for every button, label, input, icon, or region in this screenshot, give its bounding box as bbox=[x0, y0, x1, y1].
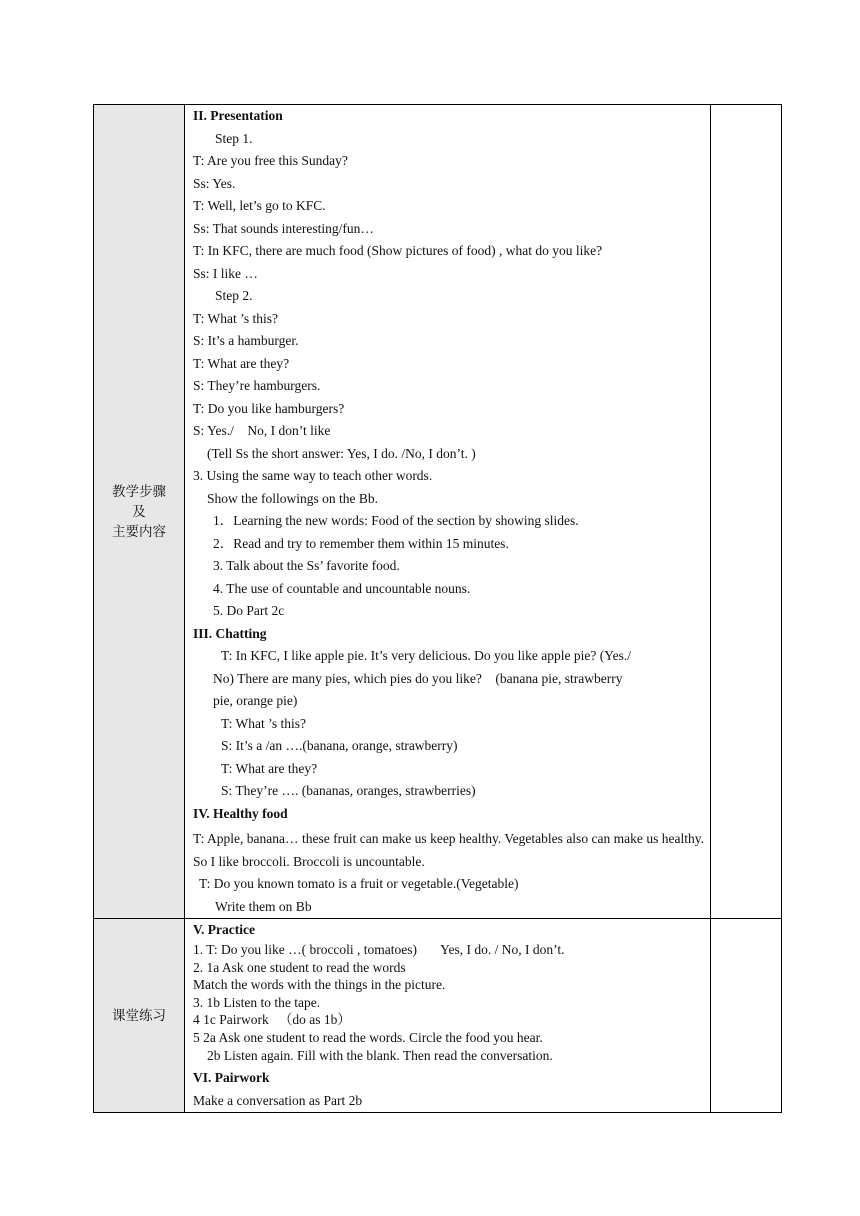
paragraph: T: Apple, banana… these fruit can make us keep healthy. Vegetables also can make us healthy. So I like broccoli. Broccoli is uncountable. bbox=[193, 831, 704, 869]
lesson-plan-table bbox=[93, 104, 782, 1113]
section-heading-pairwork: VI. Pairwork bbox=[193, 1070, 270, 1086]
dialogue-line: S: They’re …. (bananas, oranges, strawberries) bbox=[221, 783, 476, 798]
note-line: (Tell Ss the short answer: Yes, I do. /No, I don’t. ) bbox=[207, 445, 476, 461]
table-row-class-practice bbox=[94, 919, 782, 1113]
dialogue-line: T: What are they? bbox=[193, 355, 290, 371]
dialogue-line: Ss: Yes. bbox=[193, 175, 236, 191]
dialogue-line: T: Do you like hamburgers? bbox=[193, 400, 345, 416]
practice-line: 4 1c Pairwork （do as 1b） bbox=[193, 1012, 351, 1028]
section-heading-presentation: II. Presentation bbox=[193, 108, 283, 123]
practice-line: 5 2a Ask one student to read the words. Circle the food you hear. bbox=[193, 1029, 543, 1045]
label-line: 及 bbox=[132, 503, 146, 520]
table-row-teaching-steps bbox=[94, 105, 782, 919]
instruction-line: Show the followings on the Bb. bbox=[207, 490, 378, 506]
list-item: 2．Read and try to remember them within 15 minutes. bbox=[213, 535, 509, 551]
dialogue-line: T: In KFC, there are much food (Show pictures of food) , what do you like? bbox=[193, 243, 603, 258]
dialogue-line: T: What ’s this? bbox=[193, 310, 278, 326]
dialogue-line: Ss: I like … bbox=[193, 265, 258, 281]
instruction-line: Write them on Bb bbox=[215, 898, 312, 914]
dialogue-line: S: It’s a hamburger. bbox=[193, 333, 299, 348]
practice-line: Make a conversation as Part 2b bbox=[193, 1092, 363, 1108]
practice-line: Match the words with the things in the picture. bbox=[193, 977, 446, 993]
dialogue-line: T: Are you free this Sunday? bbox=[193, 153, 348, 168]
practice-line: 1. T: Do you like …( broccoli , tomatoes) Yes, I do. / No, I don’t. bbox=[193, 942, 565, 957]
section-heading-practice: V. Practice bbox=[193, 922, 255, 937]
list-item: 3. Talk about the Ss’ favorite food. bbox=[213, 558, 400, 573]
label-line: 主要内容 bbox=[112, 523, 166, 540]
step-heading: Step 2. bbox=[215, 288, 253, 303]
dialogue-line: S: They’re hamburgers. bbox=[193, 378, 321, 393]
class-practice-content bbox=[185, 919, 711, 1113]
dialogue-line: T: In KFC, I like apple pie. It’s very delicious. Do you like apple pie? (Yes./ bbox=[221, 648, 632, 663]
dialogue-line: pie, orange pie) bbox=[213, 693, 298, 708]
section-heading-chatting: III. Chatting bbox=[193, 625, 267, 641]
label-line: 课堂练习 bbox=[112, 1007, 166, 1024]
row-label-class-practice bbox=[94, 919, 185, 1113]
dialogue-line: S: It’s a /an ….(banana, orange, strawberry) bbox=[221, 738, 458, 753]
teaching-steps-content bbox=[185, 105, 711, 919]
notes-column-cell bbox=[711, 919, 782, 1113]
dialogue-line: S: Yes./ No, I don’t like bbox=[193, 423, 331, 438]
list-item: 5. Do Part 2c bbox=[213, 603, 285, 618]
dialogue-line: No) There are many pies, which pies do you like? (banana pie, strawberry bbox=[213, 670, 623, 686]
dialogue-line: T: What ’s this? bbox=[221, 715, 306, 731]
notes-column-cell bbox=[711, 105, 782, 919]
practice-line: 2. 1a Ask one student to read the words bbox=[193, 959, 406, 975]
list-item: 1．Learning the new words: Food of the section by showing slides. bbox=[213, 513, 579, 528]
dialogue-line: Ss: That sounds interesting/fun… bbox=[193, 220, 374, 236]
dialogue-line: T: Well, let’s go to KFC. bbox=[193, 198, 326, 213]
row-label-teaching-steps bbox=[94, 105, 185, 919]
practice-line: 3. 1b Listen to the tape. bbox=[193, 994, 321, 1010]
step-heading: Step 1. bbox=[215, 130, 253, 146]
list-item: 4. The use of countable and uncountable nouns. bbox=[213, 580, 471, 596]
practice-line: 2b Listen again. Fill with the blank. Then read the conversation. bbox=[207, 1047, 553, 1063]
instruction-line: 3. Using the same way to teach other words. bbox=[193, 468, 433, 483]
section-heading-healthy-food: IV. Healthy food bbox=[193, 805, 288, 821]
dialogue-line: T: Do you known tomato is a fruit or vegetable.(Vegetable) bbox=[199, 876, 519, 891]
dialogue-line: T: What are they? bbox=[221, 760, 318, 776]
label-line: 教学步骤 bbox=[112, 483, 166, 500]
